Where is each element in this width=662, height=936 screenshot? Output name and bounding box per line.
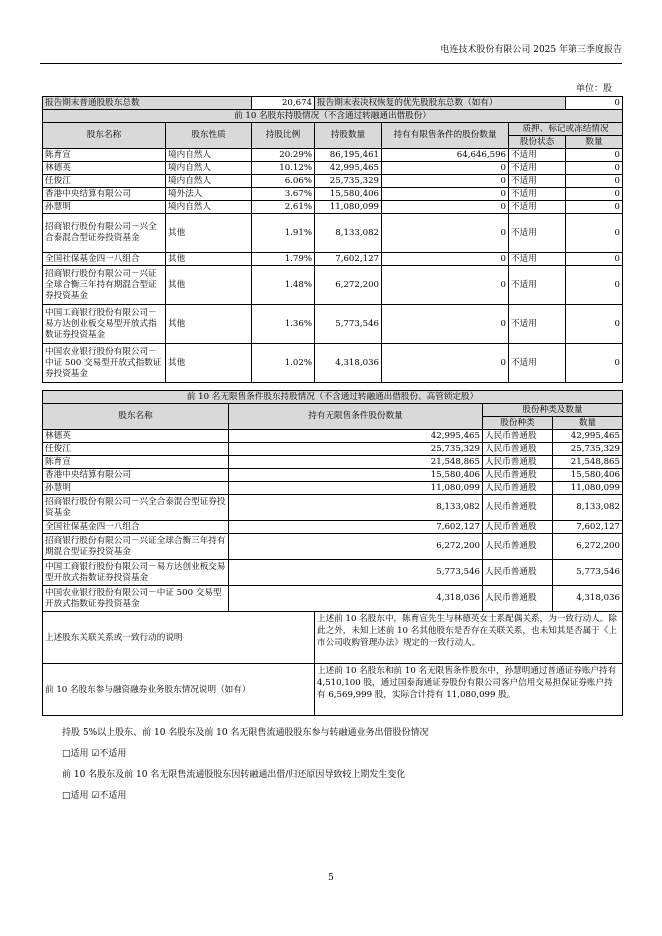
unrestricted-body [43, 430, 623, 612]
pledge-count: 0 [566, 266, 623, 305]
holding-qty: 4,318,036 [315, 344, 382, 383]
unrestricted-header-row [43, 404, 623, 417]
shareholder-name: 香港中央结算有限公司 [43, 469, 229, 482]
table-row [43, 456, 623, 469]
col-header-pledge: 质押、标记或冻结情况 [509, 123, 623, 136]
pledge-count: 0 [566, 175, 623, 188]
table-row [43, 188, 623, 201]
share-type: 人民币普通股 [483, 521, 553, 534]
share-count: 15,580,406 [553, 469, 623, 482]
unrestricted-qty: 11,080,099 [229, 482, 483, 495]
pledge-status: 不适用 [509, 188, 566, 201]
shareholder-nature: 境内自然人 [166, 201, 252, 214]
share-type: 人民币普通股 [483, 534, 553, 560]
col-header-restricted: 持有有限售条件的股份数量 [382, 123, 509, 149]
shareholder-name: 林德英 [43, 430, 229, 443]
pledge-count: 0 [566, 253, 623, 266]
shareholder-name: 中国工商银行股份有限公司－易方达创业板交易型开放式指数证券投资基金 [43, 560, 229, 586]
pledge-status: 不适用 [509, 344, 566, 383]
pledge-status: 不适用 [509, 253, 566, 266]
holding-ratio: 2.61% [252, 201, 315, 214]
share-count: 25,735,329 [553, 443, 623, 456]
unrestricted-qty: 6,272,200 [229, 534, 483, 560]
table-row [43, 162, 623, 175]
summary-value-2: 0 [566, 97, 623, 110]
restricted-qty: 0 [382, 188, 509, 201]
share-count: 5,773,546 [553, 560, 623, 586]
unrestricted-qty: 15,580,406 [229, 469, 483, 482]
restricted-qty: 64,646,596 [382, 149, 509, 162]
col-header-status: 股份状态 [509, 136, 566, 149]
shareholder-nature: 其他 [166, 253, 252, 266]
table-row [43, 586, 623, 612]
shareholder-name: 任俊江 [43, 443, 229, 456]
shareholder-nature: 其他 [166, 214, 252, 253]
col-header-name: 股东名称 [43, 404, 229, 430]
shareholder-name: 中国工商银行股份有限公司－易方达创业板交易型开放式指数证券投资基金 [43, 305, 166, 344]
holding-qty: 6,272,200 [315, 266, 382, 305]
shareholder-name: 林德英 [43, 162, 166, 175]
shareholder-name: 陈育宣 [43, 456, 229, 469]
table-row [43, 305, 623, 344]
shareholder-nature: 其他 [166, 305, 252, 344]
share-type: 人民币普通股 [483, 430, 553, 443]
table-row [43, 534, 623, 560]
restricted-qty: 0 [382, 253, 509, 266]
margin-label: 前 10 名股东参与融资融券业务股东情况说明（如有） [43, 664, 315, 716]
shareholder-name: 全国社保基金四一八组合 [43, 253, 166, 266]
shareholder-name: 招商银行股份有限公司－兴全合泰混合型证券投资基金 [43, 214, 166, 253]
shareholder-nature: 境内自然人 [166, 149, 252, 162]
pledge-count: 0 [566, 188, 623, 201]
shareholder-nature: 境内自然人 [166, 175, 252, 188]
relations-row [43, 612, 623, 664]
share-count: 42,995,465 [553, 430, 623, 443]
pledge-status: 不适用 [509, 149, 566, 162]
pledge-count: 0 [566, 201, 623, 214]
shareholder-name: 陈育宣 [43, 149, 166, 162]
unrestricted-qty: 4,318,036 [229, 586, 483, 612]
shareholder-name: 任俊江 [43, 175, 166, 188]
unrestricted-qty: 8,133,082 [229, 495, 483, 521]
table-row [43, 175, 623, 188]
top10-title: 前 10 名股东持股情况（不含通过转融通出借股份） [43, 110, 623, 123]
table-row [43, 201, 623, 214]
restricted-qty: 0 [382, 344, 509, 383]
share-count: 21,548,865 [553, 456, 623, 469]
lending-title: 持股 5%以上股东、前 10 名股东及前 10 名无限售流通股股东参与转融通业务出借股份情况 [62, 728, 429, 738]
shareholder-name: 香港中央结算有限公司 [43, 188, 166, 201]
lending-option: □适用 ☑不适用 [62, 749, 127, 759]
top10-header-row [43, 123, 623, 136]
pledge-count: 0 [566, 214, 623, 253]
col-header-kind: 股份种类及数量 [483, 404, 623, 417]
holding-ratio: 6.06% [252, 175, 315, 188]
restricted-qty: 0 [382, 201, 509, 214]
pledge-count: 0 [566, 344, 623, 383]
change-title: 前 10 名股东及前 10 名无限售流通股股东因转融通出借/归还原因导致较上期发生变化 [62, 770, 406, 780]
table-row [43, 495, 623, 521]
share-type: 人民币普通股 [483, 469, 553, 482]
col-header-kind-type: 股份种类 [483, 417, 553, 430]
unrestricted-title: 前 10 名无限售条件股东持股情况（不含通过转融通出借股份、高管锁定股） [43, 391, 623, 404]
table-row [43, 214, 623, 253]
pledge-count: 0 [566, 162, 623, 175]
holding-qty: 86,195,461 [315, 149, 382, 162]
share-count: 4,318,036 [553, 586, 623, 612]
restricted-qty: 0 [382, 266, 509, 305]
summary-value-1: 20,674 [252, 97, 315, 110]
shareholder-nature: 境外法人 [166, 188, 252, 201]
holding-ratio: 1.48% [252, 266, 315, 305]
shareholder-name: 全国社保基金四一八组合 [43, 521, 229, 534]
restricted-qty: 0 [382, 305, 509, 344]
col-header-kind-qty: 数量 [553, 417, 623, 430]
share-type: 人民币普通股 [483, 443, 553, 456]
holding-qty: 7,602,127 [315, 253, 382, 266]
shareholder-name: 孙慧明 [43, 482, 229, 495]
share-type: 人民币普通股 [483, 586, 553, 612]
pledge-count: 0 [566, 149, 623, 162]
top10-shareholders-table [42, 96, 623, 383]
summary-label-1: 报告期末普通股股东总数 [43, 97, 252, 110]
table-row [43, 469, 623, 482]
holding-qty: 42,995,465 [315, 162, 382, 175]
col-header-nature: 股东性质 [166, 123, 252, 149]
unrestricted-qty: 7,602,127 [229, 521, 483, 534]
pledge-status: 不适用 [509, 201, 566, 214]
holding-qty: 5,773,546 [315, 305, 382, 344]
unrestricted-qty: 5,773,546 [229, 560, 483, 586]
restricted-qty: 0 [382, 162, 509, 175]
col-header-ratio: 持股比例 [252, 123, 315, 149]
summary-row [43, 97, 623, 110]
unrestricted-qty: 25,735,329 [229, 443, 483, 456]
col-header-unrestricted-qty: 持有无限售条件股份数量 [229, 404, 483, 430]
shareholder-name: 招商银行股份有限公司－兴证全球合衡三年持有期混合型证券投资基金 [43, 266, 166, 305]
col-header-count: 数量 [566, 136, 623, 149]
holding-ratio: 3.67% [252, 188, 315, 201]
unrestricted-qty: 21,548,865 [229, 456, 483, 469]
shareholder-name: 中国农业银行股份有限公司－中证 500 交易型开放式指数证券投资基金 [43, 344, 166, 383]
unrestricted-shareholders-table [42, 390, 623, 716]
share-count: 8,133,082 [553, 495, 623, 521]
change-option: □适用 ☑不适用 [62, 791, 127, 801]
pledge-status: 不适用 [509, 266, 566, 305]
share-type: 人民币普通股 [483, 456, 553, 469]
pledge-status: 不适用 [509, 305, 566, 344]
share-count: 6,272,200 [553, 534, 623, 560]
holding-qty: 25,735,329 [315, 175, 382, 188]
restricted-qty: 0 [382, 175, 509, 188]
table-row [43, 560, 623, 586]
table-row [43, 443, 623, 456]
holding-ratio: 1.79% [252, 253, 315, 266]
holding-qty: 8,133,082 [315, 214, 382, 253]
table-row [43, 253, 623, 266]
col-header-qty: 持股数量 [315, 123, 382, 149]
col-header-name: 股东名称 [43, 123, 166, 149]
shareholder-name: 中国农业银行股份有限公司－中证 500 交易型开放式指数证券投资基金 [43, 586, 229, 612]
shareholder-name: 招商银行股份有限公司－兴证全球合衡三年持有期混合型证券投资基金 [43, 534, 229, 560]
share-type: 人民币普通股 [483, 482, 553, 495]
table-row [43, 149, 623, 162]
shareholder-name: 招商银行股份有限公司－兴全合泰混合型证券投资基金 [43, 495, 229, 521]
table-row [43, 482, 623, 495]
pledge-status: 不适用 [509, 214, 566, 253]
holding-ratio: 1.36% [252, 305, 315, 344]
share-type: 人民币普通股 [483, 495, 553, 521]
unrestricted-qty: 42,995,465 [229, 430, 483, 443]
unit-label: 单位：股 [575, 84, 612, 94]
holding-ratio: 1.02% [252, 344, 315, 383]
pledge-count: 0 [566, 305, 623, 344]
pledge-status: 不适用 [509, 175, 566, 188]
page-number: 5 [328, 873, 334, 883]
summary-label-2: 报告期末表决权恢复的优先股股东总数（如有） [315, 97, 566, 110]
restricted-qty: 0 [382, 214, 509, 253]
table-row [43, 344, 623, 383]
holding-ratio: 20.29% [252, 149, 315, 162]
holding-ratio: 10.12% [252, 162, 315, 175]
holding-qty: 15,580,406 [315, 188, 382, 201]
header-divider [40, 63, 622, 64]
share-type: 人民币普通股 [483, 560, 553, 586]
share-count: 11,080,099 [553, 482, 623, 495]
table-row [43, 430, 623, 443]
report-header: 电连技术股份有限公司 2025 年第三季度报告 [440, 45, 622, 55]
relations-label: 上述股东关联关系或一致行动的说明 [43, 612, 315, 664]
shareholder-nature: 其他 [166, 266, 252, 305]
share-count: 7,602,127 [553, 521, 623, 534]
shareholder-name: 孙慧明 [43, 201, 166, 214]
holding-qty: 11,080,099 [315, 201, 382, 214]
table-row [43, 266, 623, 305]
pledge-status: 不适用 [509, 162, 566, 175]
holding-ratio: 1.91% [252, 214, 315, 253]
shareholder-nature: 境内自然人 [166, 162, 252, 175]
table-row [43, 521, 623, 534]
relations-text: 上述前 10 名股东中，陈育宣先生与林德英女士系配偶关系，为一致行动人。除此之外，未知上述前 10 名其他股东是否存在关联关系，也未知其是否属于《上市公司收购管理办法》规定的一致行动人。 [315, 612, 623, 664]
margin-text: 上述前 10 名股东和前 10 名无限售条件股东中，孙慧明通过普通证券账户持有 4,510,100 股，通过国泰海通证券股份有限公司客户信用交易担保证券账户持有 6,569,999 股，实际合计持有 11,080,099 股。 [315, 664, 623, 716]
margin-row [43, 664, 623, 716]
shareholder-nature: 其他 [166, 344, 252, 383]
top10-body [43, 149, 623, 383]
